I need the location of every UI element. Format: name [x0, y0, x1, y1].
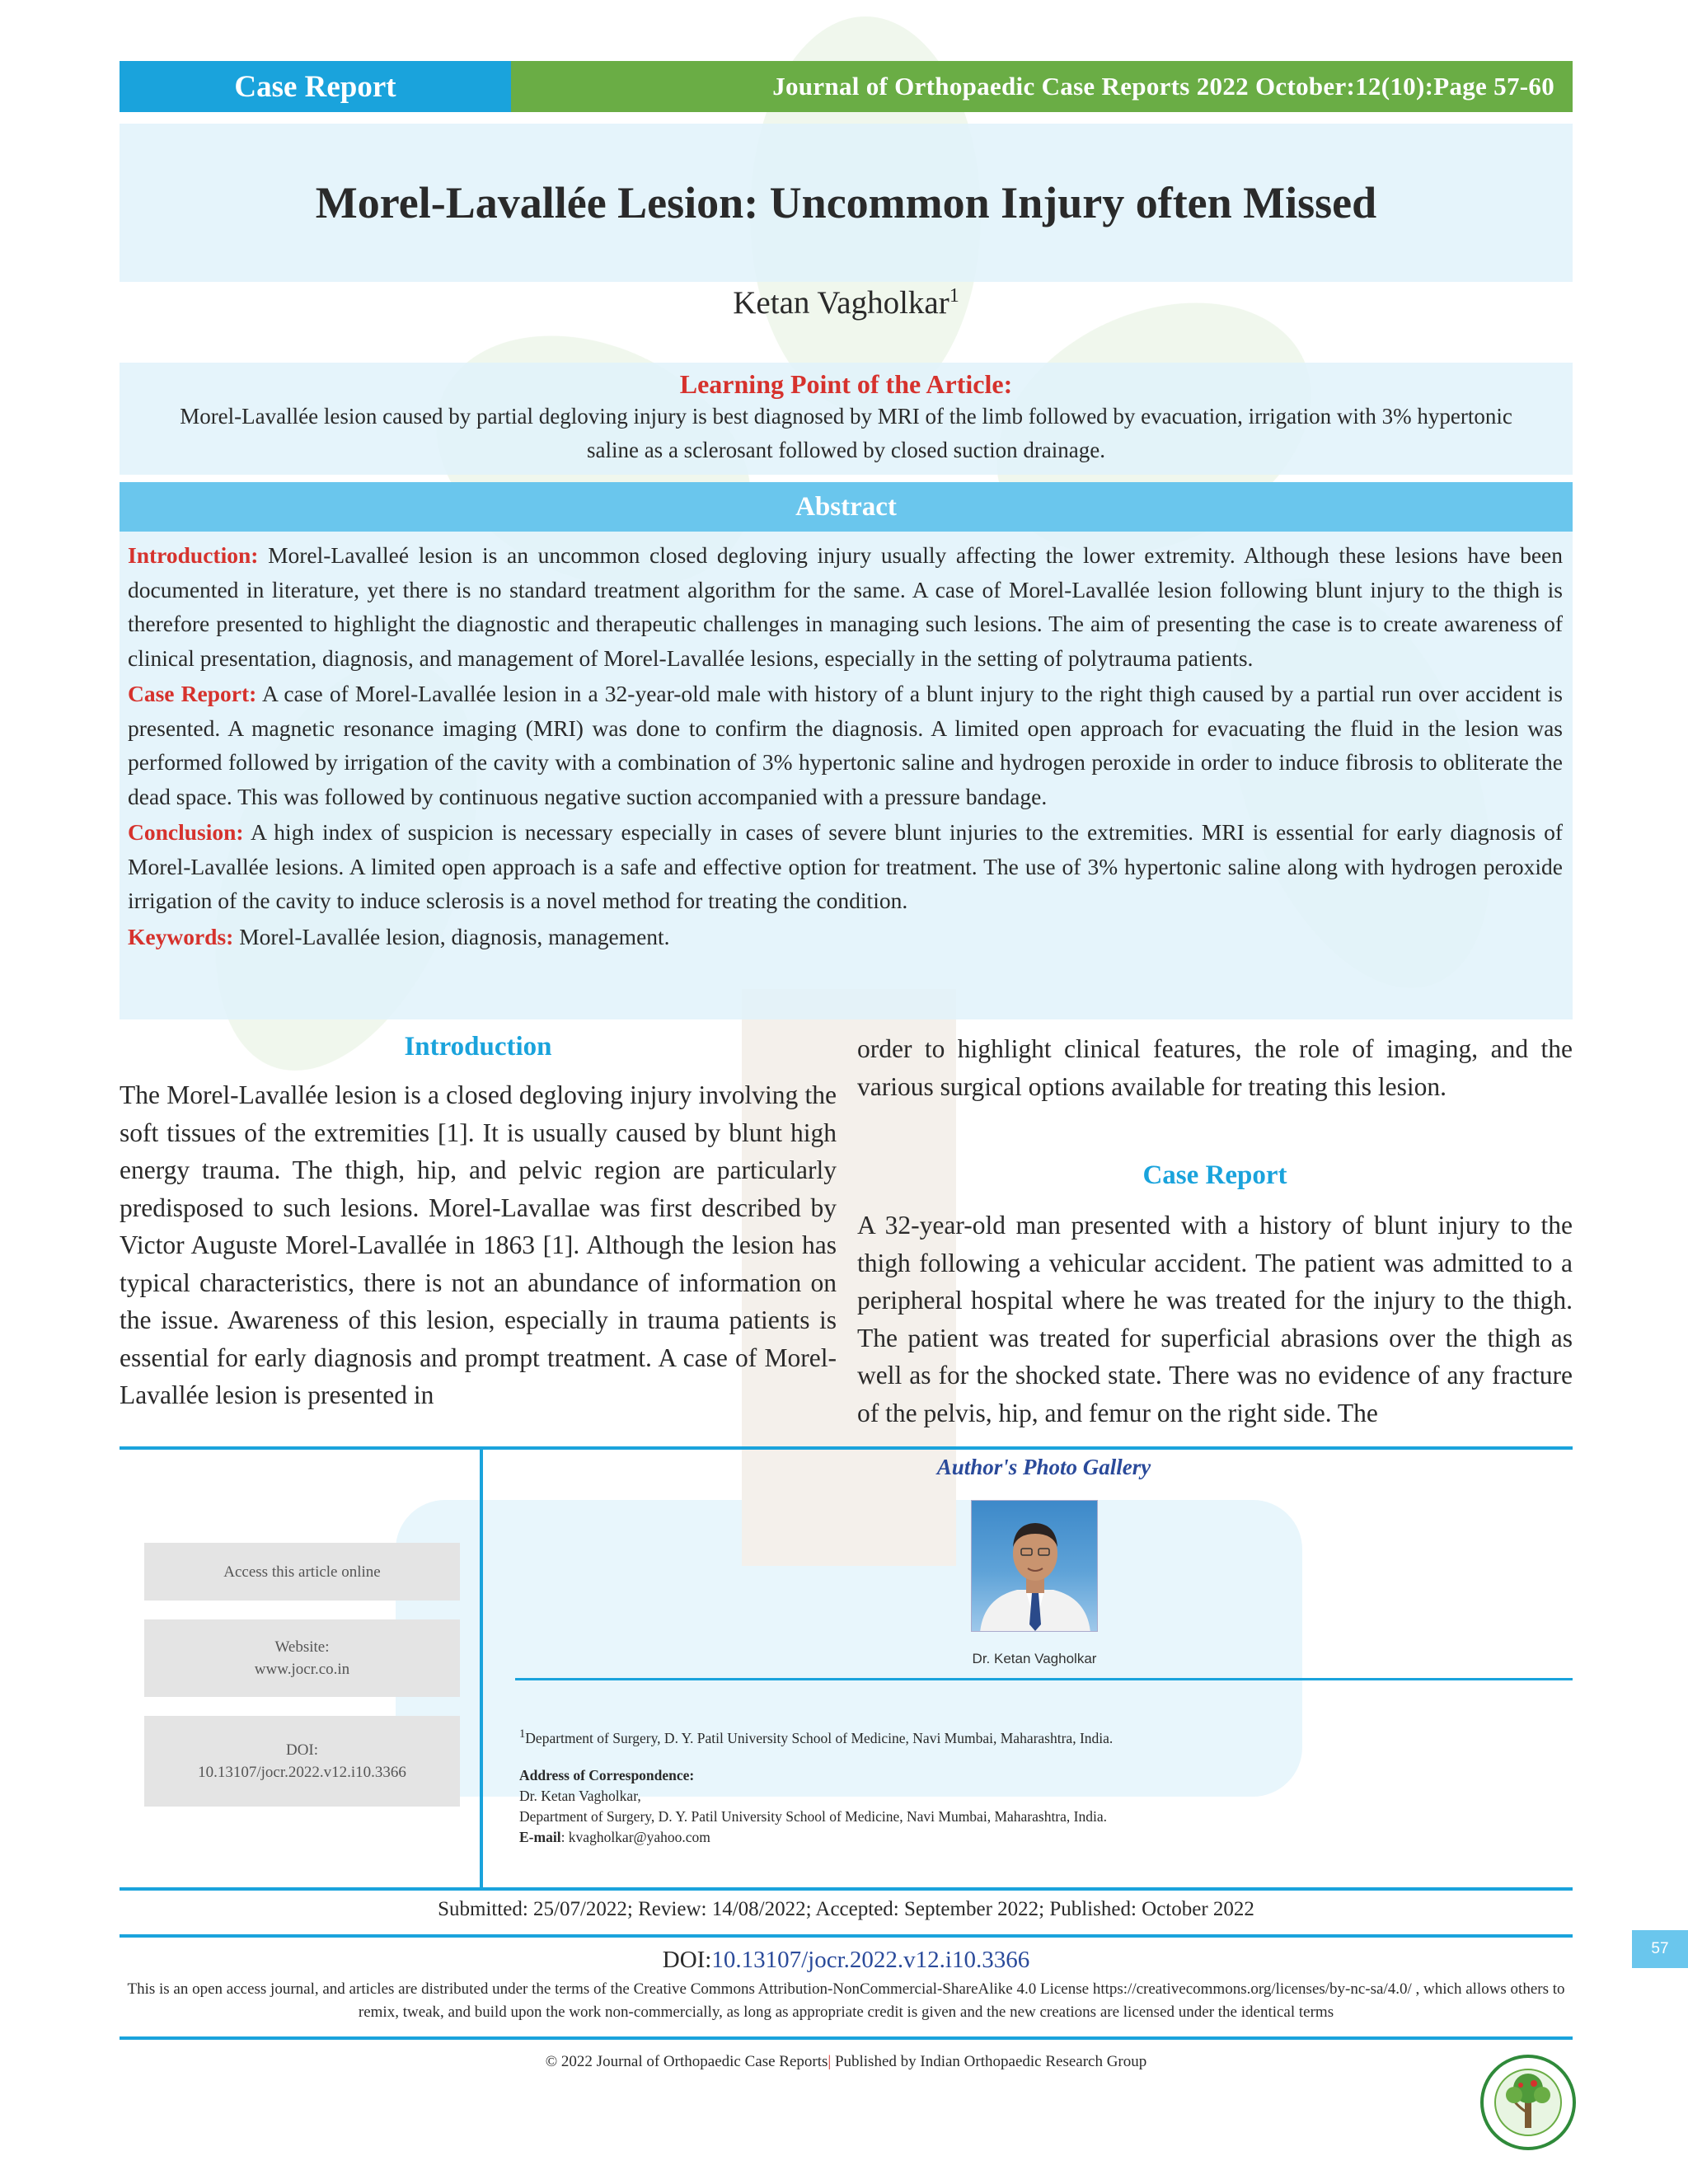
submission-dates: Submitted: 25/07/2022; Review: 14/08/2022; Accepted: September 2022; Published: October 2022 [438, 1898, 1254, 1920]
doi-value[interactable]: 10.13107/jocr.2022.v12.i10.3366 [198, 1764, 406, 1781]
abstract-introduction-text: Morel-Lavalleé lesion is an uncommon closed degloving injury usually affecting the lower extremity. Although these lesions have been documented in literature, yet there is no standard treatment algorithm for the same. A case of Morel-Lavallée lesion following blunt injury to the thigh is therefore presented to highlight the diagnostic and therapeutic challenges in managing such lesions. The aim of presenting the case is to create awareness of clinical presentation, diagnosis, and management of Morel-Lavallée lesions, especially in the setting of polytrauma patients. [128, 542, 1564, 671]
abstract-case-label: Case Report: [128, 681, 257, 706]
copyright-separator: | [828, 2053, 832, 2070]
case-report-text: A 32-year-old man presented with a history of blunt injury to the thigh following a vehicular accident. The patient was admitted to a peripheral hospital where he was treated for the injury to the thigh. The patient was treated for superficial abrasions over the thigh as well as for the shocked state. There was no evidence of any fracture of the pelvis, hip, and femur on the right side. The [857, 1211, 1573, 1427]
case-report-heading: Case Report [1142, 1160, 1287, 1190]
correspondence-name: Dr. Ketan Vagholkar, [519, 1788, 641, 1804]
license-text: This is an open access journal, and articles are distributed under the terms of the Creative Commons Attribution-NonCommercial-ShareAlike 4.0 License https://creativecommons.org/licenses/by-nc-sa/4.0/ , which allows others to remix, tweak, and build upon the work non-commercially, as long as appropriate credit is given and the new creations are licensed under the identical terms [127, 1980, 1565, 2021]
abstract-conclusion-text: A high index of suspicion is necessary especially in cases of severe blunt injuries to the extremities. MRI is essential for early diagnosis of Morel-Lavallée lesions. A limited open approach is a safe and effective option for treatment. The use of 3% hypertonic saline along with hydrogen peroxide irrigation of the cavity to induce sclerosis is a novel method for treating the condition. [128, 819, 1564, 913]
introduction-heading: Introduction [404, 1032, 552, 1062]
abstract-case [128, 677, 1563, 813]
author-affiliation-mark: 1 [949, 285, 959, 307]
correspondence-department: Department of Surgery, D. Y. Patil University School of Medicine, Navi Mumbai, Maharashtra, India. [519, 1808, 1107, 1825]
abstract-keywords-text: Morel-Lavallée lesion, diagnosis, management. [239, 923, 670, 949]
dates-bottom-rule [120, 1934, 1573, 1938]
photo-caption: Dr. Ketan Vagholkar [972, 1651, 1097, 1666]
footer-doi [120, 1947, 1573, 1974]
section-label: Case Report [120, 61, 511, 112]
abstract-body [120, 532, 1573, 1019]
author-line [120, 284, 1573, 321]
dates-top-rule [120, 1887, 1573, 1891]
learning-point-title: Learning Point of the Article: [679, 369, 1013, 399]
author-portrait-image [972, 1501, 1098, 1632]
footer-doi-prefix: DOI: [662, 1947, 712, 1973]
abstract-heading: Abstract [120, 482, 1573, 532]
doi-box [144, 1716, 460, 1807]
copyright-publisher: Published by Indian Orthopaedic Research Group [831, 2053, 1147, 2070]
abstract-conclusion-label: Conclusion: [128, 819, 244, 845]
correspondence-block [519, 1765, 1558, 1848]
email-label: E-mail [519, 1829, 561, 1845]
abstract-keywords-label: Keywords: [128, 923, 234, 949]
abstract-introduction-label: Introduction: [128, 542, 259, 568]
author-photo [971, 1500, 1098, 1632]
introduction-continued-text: order to highlight clinical features, the role of imaging, and the various surgical options available for treating this lesion. [857, 1034, 1573, 1101]
website-box [144, 1619, 460, 1697]
abstract-case-text: A case of Morel-Lavallée lesion in a 32-year-old male with history of a blunt injury to the right thigh caused by a partial run over accident is presented. A magnetic resonance imaging (MRI) was done to confirm the diagnosis. A limited open approach for evacuating the fluid in the lesion was performed followed by irrigation of the cavity with a combination of 3% hypertonic saline and hydrogen peroxide in order to induce fibrosis to obliterate the dead space. This was followed by continuous negative suction accompanied with a pressure bandage. [128, 681, 1564, 809]
introduction-text: The Morel-Lavallée lesion is a closed degloving injury involving the soft tissues of the extremities [1]. It is usually caused by blunt high energy trauma. The thigh, hip, and pelvic region are particularly predisposed to such lesions. Morel-Lavallae was first described by Victor Auguste Morel-Lavallée in 1863 [1]. Although the lesion has typical characteristics, there is not an abundance of information on the issue. Awareness of this lesion, especially in trauma patients is essential for early diagnosis and prompt treatment. A case of Morel-Lavallée lesion is presented in [120, 1080, 837, 1409]
affiliation-mark: 1 [519, 1727, 526, 1741]
author-name: Ketan Vagholkar [733, 285, 950, 321]
abstract-introduction [128, 538, 1563, 675]
article-title: Morel-Lavallée Lesion: Uncommon Injury often Missed [315, 178, 1377, 227]
abstract-keywords [128, 920, 1563, 954]
website-link[interactable]: www.jocr.co.in [254, 1661, 350, 1678]
copyright-journal: © 2022 Journal of Orthopaedic Case Reports [545, 2053, 828, 2070]
footer-doi-link[interactable]: 10.13107/jocr.2022.v12.i10.3366 [711, 1947, 1030, 1973]
title-box [120, 124, 1573, 282]
correspondence-label: Address of Correspondence: [519, 1767, 695, 1783]
journal-logo-icon [1479, 2054, 1577, 2151]
learning-point-text: Morel-Lavallée lesion caused by partial degloving injury is best diagnosed by MRI of the limb followed by evacuation, irrigation with 3% hypertonic saline as a sclerosant followed by closed suction drainage. [180, 404, 1512, 462]
abstract-conclusion [128, 815, 1563, 918]
website-label: Website: [274, 1638, 330, 1656]
panel-top-rule [120, 1446, 1573, 1450]
license-bottom-rule [120, 2036, 1573, 2040]
affiliation [519, 1724, 1558, 1749]
panel-divider [480, 1448, 483, 1889]
access-online-label: Access this article online [223, 1563, 381, 1581]
access-online-box [144, 1543, 460, 1601]
affiliation-text: Department of Surgery, D. Y. Patil University School of Medicine, Navi Mumbai, Maharashtra, India. [525, 1729, 1114, 1746]
journal-citation: Journal of Orthopaedic Case Reports 2022 October:12(10):Page 57-60 [511, 61, 1573, 112]
gallery-title: Author's Photo Gallery [936, 1455, 1151, 1479]
learning-point-box [120, 363, 1573, 475]
email-address[interactable]: : kvagholkar@yahoo.com [560, 1829, 710, 1845]
page-number: 57 [1632, 1930, 1688, 1968]
copyright-line [120, 2053, 1573, 2071]
gallery-bottom-rule [515, 1678, 1573, 1680]
doi-label: DOI: [285, 1741, 319, 1759]
